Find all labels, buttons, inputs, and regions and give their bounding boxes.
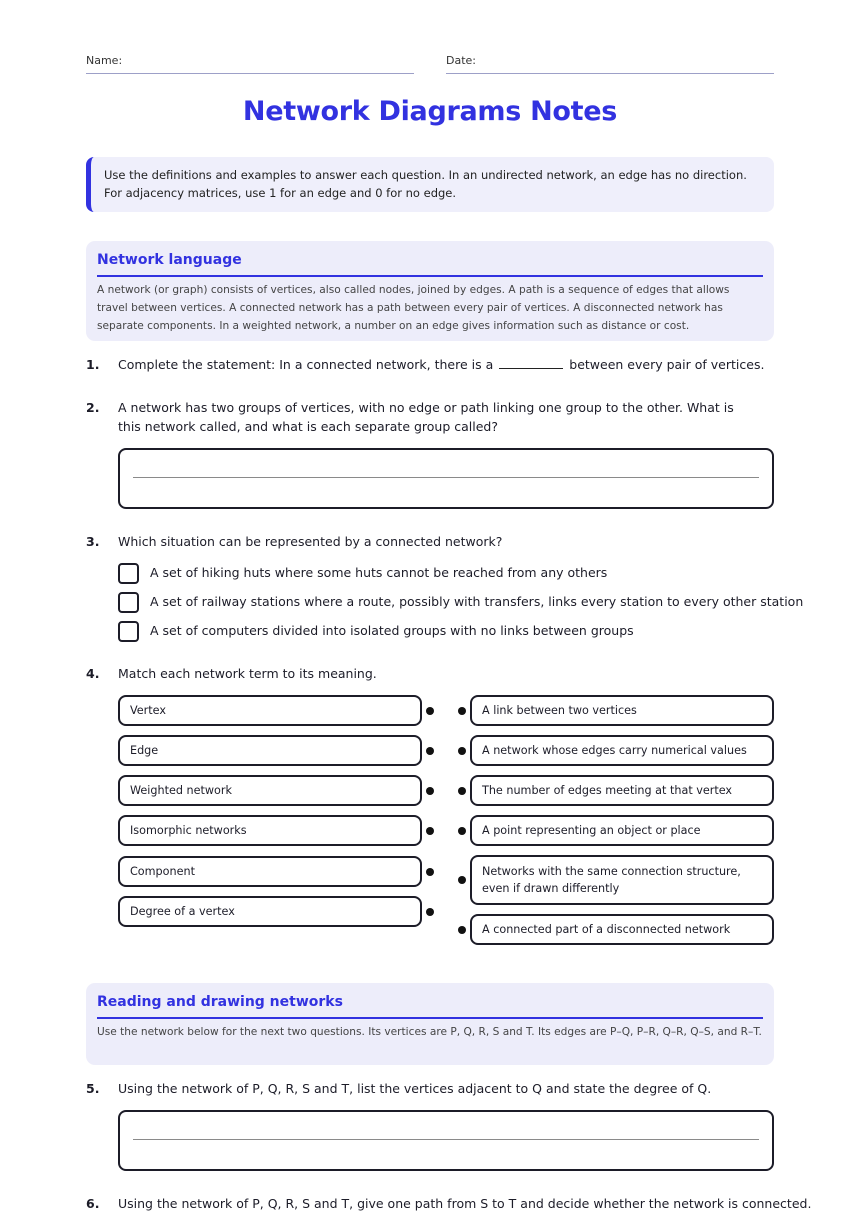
- answer-box[interactable]: [118, 1110, 774, 1171]
- match-term-6[interactable]: Degree of a vertex: [118, 896, 422, 927]
- definition-connector-dot[interactable]: [458, 926, 466, 934]
- section-title: Reading and drawing networks: [97, 983, 763, 1019]
- question-number: 5.: [86, 1081, 100, 1096]
- fill-in-blank[interactable]: [499, 357, 563, 369]
- term-connector-dot[interactable]: [426, 787, 434, 795]
- term-connector-dot[interactable]: [426, 868, 434, 876]
- option-label: A set of computers divided into isolated groups with no links between groups: [150, 623, 634, 638]
- term-connector-dot[interactable]: [426, 908, 434, 916]
- checkbox[interactable]: [118, 592, 139, 613]
- match-definition-1[interactable]: A link between two vertices: [470, 695, 774, 726]
- match-definition-6[interactable]: A connected part of a disconnected network: [470, 914, 774, 945]
- term-connector-dot[interactable]: [426, 827, 434, 835]
- term-connector-dot[interactable]: [426, 747, 434, 755]
- section-body: Use the network below for the next two questions. Its vertices are P, Q, R, S and T. Its edges are P–Q, P–R, Q–R, Q–S, and R–T.: [97, 1026, 762, 1038]
- question-number: 1.: [86, 357, 100, 372]
- match-definition-5[interactable]: Networks with the same connection structure, even if drawn differently: [470, 855, 774, 905]
- definition-connector-dot[interactable]: [458, 707, 466, 715]
- definition-connector-dot[interactable]: [458, 876, 466, 884]
- option-label: A set of hiking huts where some huts cannot be reached from any others: [150, 565, 608, 580]
- answer-line: [133, 477, 759, 478]
- answer-line: [133, 1139, 759, 1140]
- definition-connector-dot[interactable]: [458, 747, 466, 755]
- match-definition-4[interactable]: A point representing an object or place: [470, 815, 774, 846]
- question-4-text: Match each network term to its meaning.: [118, 666, 377, 681]
- checkbox[interactable]: [118, 621, 139, 642]
- question-number: 6.: [86, 1196, 100, 1211]
- definition-connector-dot[interactable]: [458, 827, 466, 835]
- section-reading-networks: [86, 983, 774, 1065]
- match-term-3[interactable]: Weighted network: [118, 775, 422, 806]
- answer-box[interactable]: [118, 448, 774, 509]
- name-label: Name:: [86, 54, 123, 67]
- date-label: Date:: [446, 54, 476, 67]
- definition-connector-dot[interactable]: [458, 787, 466, 795]
- page-title: Network Diagrams Notes: [242, 96, 618, 127]
- match-term-4[interactable]: Isomorphic networks: [118, 815, 422, 846]
- question-2-text: A network has two groups of vertices, with no edge or path linking one group to the other. What is this network called, and what is each separate group called?: [118, 400, 734, 434]
- section-title: Network language: [97, 241, 763, 277]
- instructions-callout: Use the definitions and examples to answer each question. In an undirected network, an edge has no direction. For adjacency matrices, use 1 for an edge and 0 for no edge.: [86, 157, 774, 212]
- checkbox[interactable]: [118, 563, 139, 584]
- match-term-1[interactable]: Vertex: [118, 695, 422, 726]
- question-6-text: Using the network of P, Q, R, S and T, give one path from S to T and decide whether the network is connected.: [118, 1196, 812, 1211]
- question-3-text: Which situation can be represented by a connected network?: [118, 534, 503, 549]
- question-1-text-after: between every pair of vertices.: [569, 357, 765, 372]
- name-field[interactable]: [86, 54, 414, 74]
- question-number: 4.: [86, 666, 100, 681]
- section-network-language: [86, 241, 774, 341]
- question-1-text: [118, 355, 764, 374]
- match-term-5[interactable]: Component: [118, 856, 422, 887]
- match-term-2[interactable]: Edge: [118, 735, 422, 766]
- match-definition-3[interactable]: The number of edges meeting at that vertex: [470, 775, 774, 806]
- question-1-text-before: Complete the statement: In a connected network, there is a: [118, 357, 494, 372]
- match-definition-2[interactable]: A network whose edges carry numerical values: [470, 735, 774, 766]
- question-number: 2.: [86, 400, 100, 415]
- date-field[interactable]: [446, 54, 774, 74]
- question-number: 3.: [86, 534, 100, 549]
- section-body: A network (or graph) consists of vertices, also called nodes, joined by edges. A path is a sequence of edges that allows travel between vertices. A connected network has a path between every pair of vertices. A disconnected network has separate components. In a weighted network, a number on an edge gives information such as distance or cost.: [97, 284, 730, 332]
- question-5-text: Using the network of P, Q, R, S and T, list the vertices adjacent to Q and state the degree of Q.: [118, 1081, 712, 1096]
- option-label: A set of railway stations where a route, possibly with transfers, links every station to every other station: [150, 594, 804, 609]
- term-connector-dot[interactable]: [426, 707, 434, 715]
